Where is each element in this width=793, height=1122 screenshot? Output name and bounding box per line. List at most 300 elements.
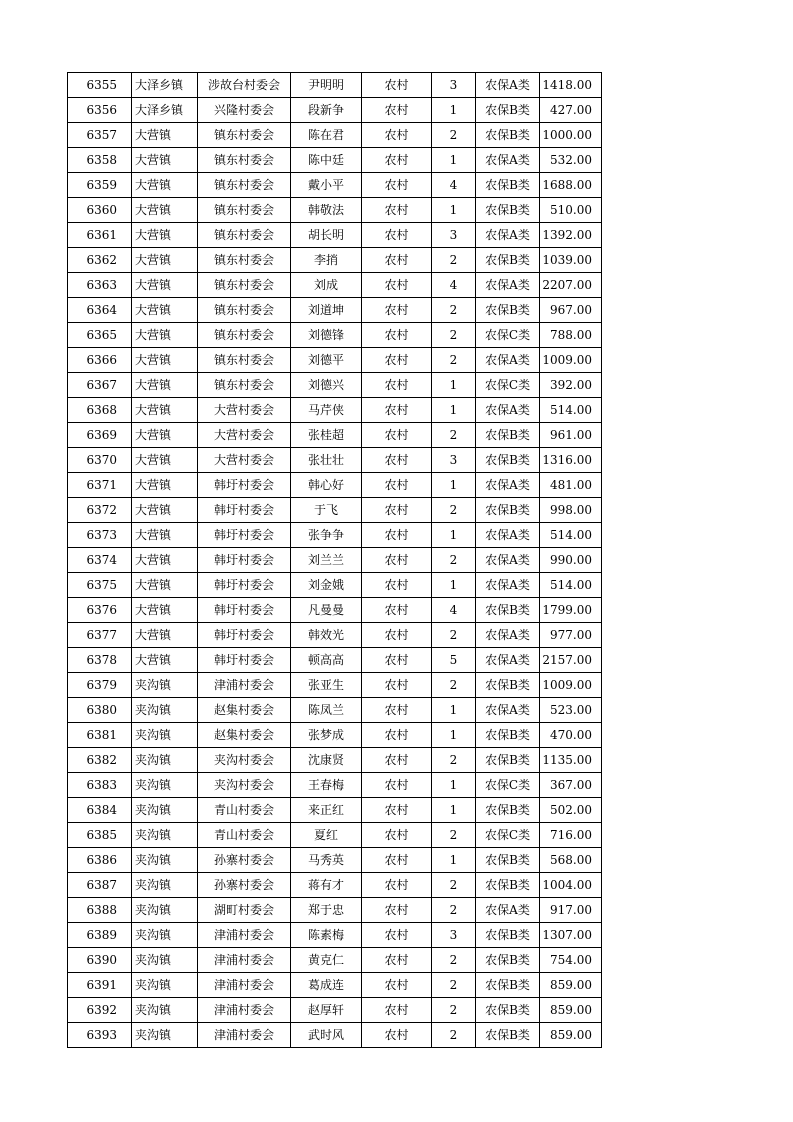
- table-row: [68, 748, 602, 773]
- person-name-cell: 刘金娥: [291, 573, 362, 598]
- amount-cell: 510.00: [540, 198, 602, 223]
- row-id-cell: 6387: [68, 873, 132, 898]
- table-row: [68, 723, 602, 748]
- person-name-cell: 马芹侠: [291, 398, 362, 423]
- area-type-cell: 农村: [362, 448, 432, 473]
- town-cell: 夹沟镇: [132, 923, 198, 948]
- category-cell: 农保B类: [476, 423, 540, 448]
- household-count-cell: 1: [432, 573, 476, 598]
- village-cell: 津浦村委会: [198, 923, 291, 948]
- amount-cell: 1799.00: [540, 598, 602, 623]
- table-body: [68, 73, 602, 1048]
- household-count-cell: 5: [432, 648, 476, 673]
- amount-cell: 1418.00: [540, 73, 602, 98]
- category-cell: 农保B类: [476, 723, 540, 748]
- household-count-cell: 2: [432, 973, 476, 998]
- town-cell: 大营镇: [132, 448, 198, 473]
- village-cell: 韩圩村委会: [198, 598, 291, 623]
- table-row: [68, 823, 602, 848]
- household-count-cell: 1: [432, 798, 476, 823]
- table-row: [68, 448, 602, 473]
- household-count-cell: 2: [432, 498, 476, 523]
- town-cell: 大泽乡镇: [132, 98, 198, 123]
- category-cell: 农保A类: [476, 348, 540, 373]
- row-id-cell: 6360: [68, 198, 132, 223]
- household-count-cell: 2: [432, 873, 476, 898]
- town-cell: 大营镇: [132, 173, 198, 198]
- town-cell: 大营镇: [132, 273, 198, 298]
- town-cell: 大营镇: [132, 523, 198, 548]
- area-type-cell: 农村: [362, 598, 432, 623]
- table-row: [68, 998, 602, 1023]
- row-id-cell: 6368: [68, 398, 132, 423]
- town-cell: 大营镇: [132, 148, 198, 173]
- town-cell: 大营镇: [132, 398, 198, 423]
- village-cell: 镇东村委会: [198, 198, 291, 223]
- village-cell: 大营村委会: [198, 448, 291, 473]
- person-name-cell: 夏红: [291, 823, 362, 848]
- amount-cell: 1009.00: [540, 673, 602, 698]
- row-id-cell: 6375: [68, 573, 132, 598]
- town-cell: 大营镇: [132, 223, 198, 248]
- row-id-cell: 6363: [68, 273, 132, 298]
- row-id-cell: 6383: [68, 773, 132, 798]
- category-cell: 农保B类: [476, 1023, 540, 1048]
- household-count-cell: 1: [432, 198, 476, 223]
- village-cell: 镇东村委会: [198, 248, 291, 273]
- row-id-cell: 6376: [68, 598, 132, 623]
- village-cell: 大营村委会: [198, 398, 291, 423]
- village-cell: 镇东村委会: [198, 323, 291, 348]
- town-cell: 夹沟镇: [132, 748, 198, 773]
- amount-cell: 1009.00: [540, 348, 602, 373]
- household-count-cell: 1: [432, 398, 476, 423]
- amount-cell: 1000.00: [540, 123, 602, 148]
- table-row: [68, 973, 602, 998]
- town-cell: 大营镇: [132, 348, 198, 373]
- amount-cell: 2207.00: [540, 273, 602, 298]
- amount-cell: 532.00: [540, 148, 602, 173]
- row-id-cell: 6373: [68, 523, 132, 548]
- person-name-cell: 张争争: [291, 523, 362, 548]
- category-cell: 农保C类: [476, 373, 540, 398]
- amount-cell: 716.00: [540, 823, 602, 848]
- table-row: [68, 923, 602, 948]
- category-cell: 农保B类: [476, 948, 540, 973]
- row-id-cell: 6361: [68, 223, 132, 248]
- town-cell: 大营镇: [132, 623, 198, 648]
- row-id-cell: 6393: [68, 1023, 132, 1048]
- category-cell: 农保B类: [476, 498, 540, 523]
- row-id-cell: 6372: [68, 498, 132, 523]
- person-name-cell: 凡曼曼: [291, 598, 362, 623]
- town-cell: 夹沟镇: [132, 973, 198, 998]
- village-cell: 镇东村委会: [198, 123, 291, 148]
- amount-cell: 568.00: [540, 848, 602, 873]
- village-cell: 镇东村委会: [198, 173, 291, 198]
- amount-cell: 1004.00: [540, 873, 602, 898]
- household-count-cell: 2: [432, 123, 476, 148]
- area-type-cell: 农村: [362, 873, 432, 898]
- person-name-cell: 于飞: [291, 498, 362, 523]
- table-row: [68, 623, 602, 648]
- town-cell: 大营镇: [132, 198, 198, 223]
- household-count-cell: 2: [432, 548, 476, 573]
- row-id-cell: 6358: [68, 148, 132, 173]
- household-count-cell: 2: [432, 298, 476, 323]
- area-type-cell: 农村: [362, 248, 432, 273]
- area-type-cell: 农村: [362, 173, 432, 198]
- person-name-cell: 胡长明: [291, 223, 362, 248]
- town-cell: 大营镇: [132, 598, 198, 623]
- amount-cell: 961.00: [540, 423, 602, 448]
- table-row: [68, 898, 602, 923]
- amount-cell: 1688.00: [540, 173, 602, 198]
- category-cell: 农保A类: [476, 148, 540, 173]
- area-type-cell: 农村: [362, 373, 432, 398]
- table-row: [68, 98, 602, 123]
- area-type-cell: 农村: [362, 948, 432, 973]
- household-count-cell: 2: [432, 823, 476, 848]
- town-cell: 大营镇: [132, 373, 198, 398]
- area-type-cell: 农村: [362, 398, 432, 423]
- amount-cell: 367.00: [540, 773, 602, 798]
- village-cell: 孙寨村委会: [198, 848, 291, 873]
- row-id-cell: 6385: [68, 823, 132, 848]
- area-type-cell: 农村: [362, 998, 432, 1023]
- row-id-cell: 6362: [68, 248, 132, 273]
- household-count-cell: 4: [432, 173, 476, 198]
- person-name-cell: 刘成: [291, 273, 362, 298]
- household-count-cell: 2: [432, 623, 476, 648]
- amount-cell: 754.00: [540, 948, 602, 973]
- area-type-cell: 农村: [362, 273, 432, 298]
- area-type-cell: 农村: [362, 348, 432, 373]
- village-cell: 镇东村委会: [198, 298, 291, 323]
- household-count-cell: 1: [432, 523, 476, 548]
- amount-cell: 917.00: [540, 898, 602, 923]
- person-name-cell: 黄克仁: [291, 948, 362, 973]
- person-name-cell: 张亚生: [291, 673, 362, 698]
- row-id-cell: 6366: [68, 348, 132, 373]
- town-cell: 大营镇: [132, 573, 198, 598]
- row-id-cell: 6389: [68, 923, 132, 948]
- village-cell: 青山村委会: [198, 798, 291, 823]
- town-cell: 大营镇: [132, 423, 198, 448]
- person-name-cell: 张桂超: [291, 423, 362, 448]
- household-count-cell: 2: [432, 748, 476, 773]
- category-cell: 农保B类: [476, 923, 540, 948]
- area-type-cell: 农村: [362, 523, 432, 548]
- person-name-cell: 王春梅: [291, 773, 362, 798]
- row-id-cell: 6378: [68, 648, 132, 673]
- category-cell: 农保B类: [476, 123, 540, 148]
- town-cell: 夹沟镇: [132, 723, 198, 748]
- household-count-cell: 2: [432, 998, 476, 1023]
- area-type-cell: 农村: [362, 298, 432, 323]
- amount-cell: 502.00: [540, 798, 602, 823]
- household-count-cell: 2: [432, 948, 476, 973]
- town-cell: 大营镇: [132, 548, 198, 573]
- village-cell: 津浦村委会: [198, 948, 291, 973]
- row-id-cell: 6391: [68, 973, 132, 998]
- category-cell: 农保B类: [476, 598, 540, 623]
- area-type-cell: 农村: [362, 973, 432, 998]
- amount-cell: 1392.00: [540, 223, 602, 248]
- category-cell: 农保B类: [476, 98, 540, 123]
- town-cell: 大营镇: [132, 323, 198, 348]
- person-name-cell: 顿高高: [291, 648, 362, 673]
- table-row: [68, 773, 602, 798]
- town-cell: 大营镇: [132, 298, 198, 323]
- row-id-cell: 6381: [68, 723, 132, 748]
- amount-cell: 514.00: [540, 523, 602, 548]
- person-name-cell: 马秀英: [291, 848, 362, 873]
- person-name-cell: 来正红: [291, 798, 362, 823]
- category-cell: 农保B类: [476, 798, 540, 823]
- village-cell: 孙寨村委会: [198, 873, 291, 898]
- row-id-cell: 6359: [68, 173, 132, 198]
- amount-cell: 514.00: [540, 398, 602, 423]
- category-cell: 农保A类: [476, 698, 540, 723]
- area-type-cell: 农村: [362, 723, 432, 748]
- category-cell: 农保B类: [476, 198, 540, 223]
- town-cell: 大营镇: [132, 248, 198, 273]
- area-type-cell: 农村: [362, 73, 432, 98]
- category-cell: 农保A类: [476, 273, 540, 298]
- area-type-cell: 农村: [362, 1023, 432, 1048]
- amount-cell: 859.00: [540, 973, 602, 998]
- village-cell: 赵集村委会: [198, 698, 291, 723]
- household-count-cell: 1: [432, 373, 476, 398]
- village-cell: 镇东村委会: [198, 273, 291, 298]
- person-name-cell: 刘德兴: [291, 373, 362, 398]
- area-type-cell: 农村: [362, 698, 432, 723]
- household-count-cell: 4: [432, 273, 476, 298]
- amount-cell: 1307.00: [540, 923, 602, 948]
- town-cell: 夹沟镇: [132, 998, 198, 1023]
- category-cell: 农保B类: [476, 673, 540, 698]
- person-name-cell: 葛成连: [291, 973, 362, 998]
- village-cell: 津浦村委会: [198, 973, 291, 998]
- amount-cell: 523.00: [540, 698, 602, 723]
- village-cell: 赵集村委会: [198, 723, 291, 748]
- table-row: [68, 323, 602, 348]
- area-type-cell: 农村: [362, 323, 432, 348]
- village-cell: 青山村委会: [198, 823, 291, 848]
- village-cell: 韩圩村委会: [198, 573, 291, 598]
- area-type-cell: 农村: [362, 823, 432, 848]
- person-name-cell: 尹明明: [291, 73, 362, 98]
- person-name-cell: 郑于忠: [291, 898, 362, 923]
- area-type-cell: 农村: [362, 673, 432, 698]
- amount-cell: 1039.00: [540, 248, 602, 273]
- area-type-cell: 农村: [362, 748, 432, 773]
- category-cell: 农保B类: [476, 248, 540, 273]
- area-type-cell: 农村: [362, 473, 432, 498]
- table-row: [68, 348, 602, 373]
- category-cell: 农保A类: [476, 73, 540, 98]
- village-cell: 韩圩村委会: [198, 473, 291, 498]
- person-name-cell: 刘兰兰: [291, 548, 362, 573]
- household-count-cell: 2: [432, 323, 476, 348]
- household-count-cell: 1: [432, 698, 476, 723]
- area-type-cell: 农村: [362, 498, 432, 523]
- household-count-cell: 3: [432, 223, 476, 248]
- category-cell: 农保B类: [476, 448, 540, 473]
- area-type-cell: 农村: [362, 148, 432, 173]
- amount-cell: 1135.00: [540, 748, 602, 773]
- town-cell: 夹沟镇: [132, 698, 198, 723]
- table-row: [68, 673, 602, 698]
- person-name-cell: 赵厚轩: [291, 998, 362, 1023]
- person-name-cell: 陈凤兰: [291, 698, 362, 723]
- category-cell: 农保C类: [476, 773, 540, 798]
- amount-cell: 859.00: [540, 998, 602, 1023]
- table-row: [68, 198, 602, 223]
- person-name-cell: 沈康贤: [291, 748, 362, 773]
- area-type-cell: 农村: [362, 773, 432, 798]
- row-id-cell: 6384: [68, 798, 132, 823]
- person-name-cell: 刘道坤: [291, 298, 362, 323]
- town-cell: 大营镇: [132, 473, 198, 498]
- table-row: [68, 148, 602, 173]
- household-count-cell: 1: [432, 98, 476, 123]
- village-cell: 夹沟村委会: [198, 773, 291, 798]
- row-id-cell: 6380: [68, 698, 132, 723]
- category-cell: 农保A类: [476, 573, 540, 598]
- area-type-cell: 农村: [362, 198, 432, 223]
- category-cell: 农保B类: [476, 848, 540, 873]
- person-name-cell: 韩心好: [291, 473, 362, 498]
- household-count-cell: 2: [432, 898, 476, 923]
- amount-cell: 967.00: [540, 298, 602, 323]
- table-row: [68, 173, 602, 198]
- category-cell: 农保B类: [476, 173, 540, 198]
- area-type-cell: 农村: [362, 123, 432, 148]
- category-cell: 农保B类: [476, 298, 540, 323]
- category-cell: 农保B类: [476, 873, 540, 898]
- person-name-cell: 刘德锋: [291, 323, 362, 348]
- category-cell: 农保A类: [476, 623, 540, 648]
- household-count-cell: 2: [432, 248, 476, 273]
- town-cell: 夹沟镇: [132, 798, 198, 823]
- amount-cell: 788.00: [540, 323, 602, 348]
- household-count-cell: 1: [432, 473, 476, 498]
- household-count-cell: 3: [432, 73, 476, 98]
- table-row: [68, 948, 602, 973]
- town-cell: 大泽乡镇: [132, 73, 198, 98]
- category-cell: 农保C类: [476, 323, 540, 348]
- amount-cell: 514.00: [540, 573, 602, 598]
- row-id-cell: 6382: [68, 748, 132, 773]
- row-id-cell: 6369: [68, 423, 132, 448]
- amount-cell: 470.00: [540, 723, 602, 748]
- table-row: [68, 498, 602, 523]
- person-name-cell: 陈在君: [291, 123, 362, 148]
- category-cell: 农保C类: [476, 823, 540, 848]
- table-row: [68, 398, 602, 423]
- town-cell: 夹沟镇: [132, 948, 198, 973]
- village-cell: 镇东村委会: [198, 223, 291, 248]
- table-row: [68, 848, 602, 873]
- row-id-cell: 6365: [68, 323, 132, 348]
- row-id-cell: 6371: [68, 473, 132, 498]
- table-row: [68, 223, 602, 248]
- table-row: [68, 248, 602, 273]
- amount-cell: 427.00: [540, 98, 602, 123]
- area-type-cell: 农村: [362, 848, 432, 873]
- area-type-cell: 农村: [362, 923, 432, 948]
- amount-cell: 481.00: [540, 473, 602, 498]
- village-cell: 大营村委会: [198, 423, 291, 448]
- row-id-cell: 6367: [68, 373, 132, 398]
- row-id-cell: 6386: [68, 848, 132, 873]
- area-type-cell: 农村: [362, 223, 432, 248]
- row-id-cell: 6377: [68, 623, 132, 648]
- town-cell: 大营镇: [132, 648, 198, 673]
- area-type-cell: 农村: [362, 898, 432, 923]
- row-id-cell: 6390: [68, 948, 132, 973]
- household-count-cell: 2: [432, 348, 476, 373]
- amount-cell: 998.00: [540, 498, 602, 523]
- village-cell: 镇东村委会: [198, 148, 291, 173]
- household-count-cell: 1: [432, 848, 476, 873]
- village-cell: 津浦村委会: [198, 673, 291, 698]
- row-id-cell: 6364: [68, 298, 132, 323]
- town-cell: 大营镇: [132, 498, 198, 523]
- person-name-cell: 李捎: [291, 248, 362, 273]
- row-id-cell: 6392: [68, 998, 132, 1023]
- table-row: [68, 423, 602, 448]
- table-row: [68, 798, 602, 823]
- household-count-cell: 3: [432, 923, 476, 948]
- village-cell: 镇东村委会: [198, 348, 291, 373]
- area-type-cell: 农村: [362, 623, 432, 648]
- row-id-cell: 6374: [68, 548, 132, 573]
- person-name-cell: 张梦成: [291, 723, 362, 748]
- town-cell: 夹沟镇: [132, 673, 198, 698]
- table-row: [68, 698, 602, 723]
- town-cell: 大营镇: [132, 123, 198, 148]
- town-cell: 夹沟镇: [132, 823, 198, 848]
- village-cell: 韩圩村委会: [198, 548, 291, 573]
- household-count-cell: 2: [432, 673, 476, 698]
- amount-cell: 990.00: [540, 548, 602, 573]
- data-table: [67, 72, 602, 1048]
- town-cell: 夹沟镇: [132, 848, 198, 873]
- table-row: [68, 648, 602, 673]
- person-name-cell: 蒋有才: [291, 873, 362, 898]
- village-cell: 韩圩村委会: [198, 498, 291, 523]
- person-name-cell: 韩敬法: [291, 198, 362, 223]
- row-id-cell: 6355: [68, 73, 132, 98]
- person-name-cell: 武时风: [291, 1023, 362, 1048]
- village-cell: 夹沟村委会: [198, 748, 291, 773]
- person-name-cell: 张壮壮: [291, 448, 362, 473]
- table-row: [68, 598, 602, 623]
- amount-cell: 1316.00: [540, 448, 602, 473]
- category-cell: 农保B类: [476, 973, 540, 998]
- amount-cell: 2157.00: [540, 648, 602, 673]
- person-name-cell: 刘德平: [291, 348, 362, 373]
- row-id-cell: 6357: [68, 123, 132, 148]
- category-cell: 农保A类: [476, 648, 540, 673]
- category-cell: 农保A类: [476, 398, 540, 423]
- household-count-cell: 2: [432, 1023, 476, 1048]
- town-cell: 夹沟镇: [132, 898, 198, 923]
- household-count-cell: 2: [432, 423, 476, 448]
